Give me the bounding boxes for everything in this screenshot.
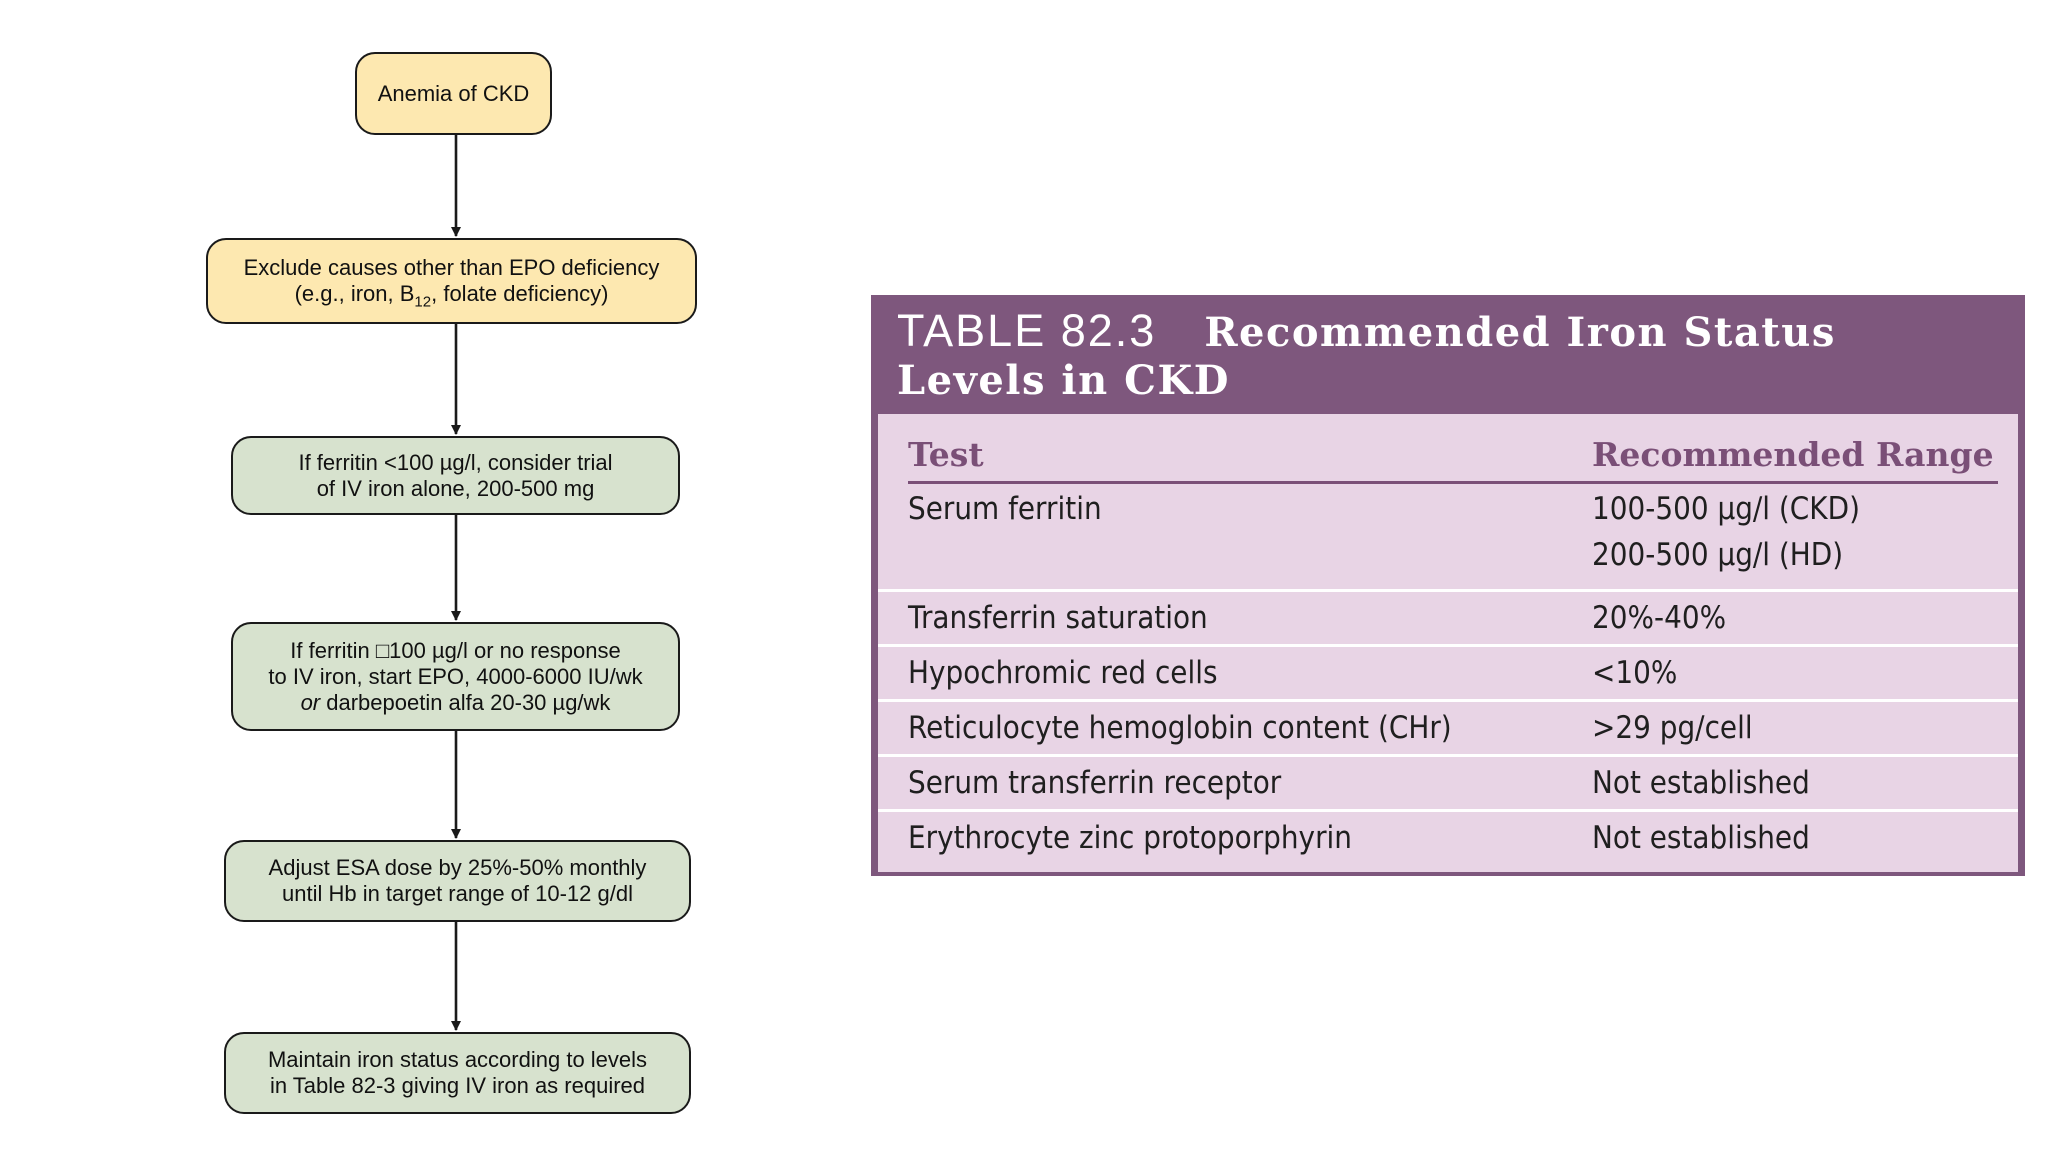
table-row	[878, 647, 2018, 699]
cell-range-0b: 200-500 µg/l (HD)	[1592, 537, 1844, 573]
column-header-test: Test	[908, 435, 984, 474]
table-row	[878, 812, 2018, 872]
cell-test-1: Transferrin saturation	[908, 600, 1208, 636]
table-body	[878, 414, 2018, 869]
table-row	[878, 757, 2018, 809]
node-anemia-line-1: Anemia of CKD	[377, 80, 530, 106]
cell-range-3: >29 pg/cell	[1592, 710, 1753, 746]
cell-range-2: <10%	[1592, 655, 1678, 691]
header-divider	[908, 481, 1998, 484]
node-ferritin-low-line-2: of IV iron alone, 200-500 mg	[316, 475, 595, 501]
flowchart	[0, 0, 860, 1152]
cell-test-4: Serum transferrin receptor	[908, 765, 1282, 801]
node-ferritin-low	[231, 436, 680, 515]
node-ferritin-high	[231, 622, 680, 731]
cell-range-1: 20%-40%	[1592, 600, 1727, 636]
cell-range-5: Not established	[1592, 820, 1810, 856]
cell-test-2: Hypochromic red cells	[908, 655, 1218, 691]
cell-range-4: Not established	[1592, 765, 1810, 801]
node-exclude-line-2: (e.g., iron, $B_{12}$, folate deficiency)	[294, 281, 609, 311]
node-maintain-iron	[224, 1032, 691, 1114]
node-adjust-line-2: until Hb in target range of 10-12 g/dl	[281, 881, 633, 906]
table-column-header-row	[878, 414, 2018, 589]
flow-arrows	[0, 0, 860, 1152]
node-ferritin-low-line-1: If ferritin <100 µg/l, consider trial	[298, 449, 613, 475]
node-ferritin-high-line-3: or darbepoetin alfa 20-30 µg/wk	[300, 689, 611, 715]
node-maintain-line-1: Maintain iron status according to levels	[267, 1047, 648, 1072]
node-exclude-line-1: Exclude causes other than EPO deficiency	[243, 255, 660, 280]
node-adjust-line-1: Adjust ESA dose by 25%-50% monthly	[268, 855, 647, 880]
cell-range-0a: 100-500 µg/l (CKD)	[1592, 491, 1860, 527]
cell-test-0: Serum ferritin	[908, 491, 1102, 527]
node-exclude-causes	[206, 238, 697, 324]
node-anemia-of-ckd	[355, 52, 552, 135]
table-title-line-2: Levels in CKD	[897, 357, 1230, 404]
cell-test-5: Erythrocyte zinc protoporphyrin	[908, 820, 1352, 856]
table-number: TABLE 82.3	[897, 305, 1157, 356]
iron-status-table	[871, 295, 2025, 876]
table-row	[878, 592, 2018, 644]
node-ferritin-high-line-2: to IV iron, start EPO, 4000-6000 IU/wk	[268, 663, 643, 689]
table-header	[874, 298, 2022, 411]
column-header-range: Recommended Range	[1592, 435, 1994, 474]
node-adjust-esa	[224, 840, 691, 922]
node-maintain-line-2: in Table 82-3 giving IV iron as required	[269, 1073, 646, 1098]
table-row	[878, 702, 2018, 754]
node-ferritin-high-line-1: If ferritin □100 µg/l or no response	[290, 637, 621, 663]
table-title-line-1: Recommended Iron Status	[1204, 309, 1836, 356]
cell-test-3: Reticulocyte hemoglobin content (CHr)	[908, 710, 1452, 746]
